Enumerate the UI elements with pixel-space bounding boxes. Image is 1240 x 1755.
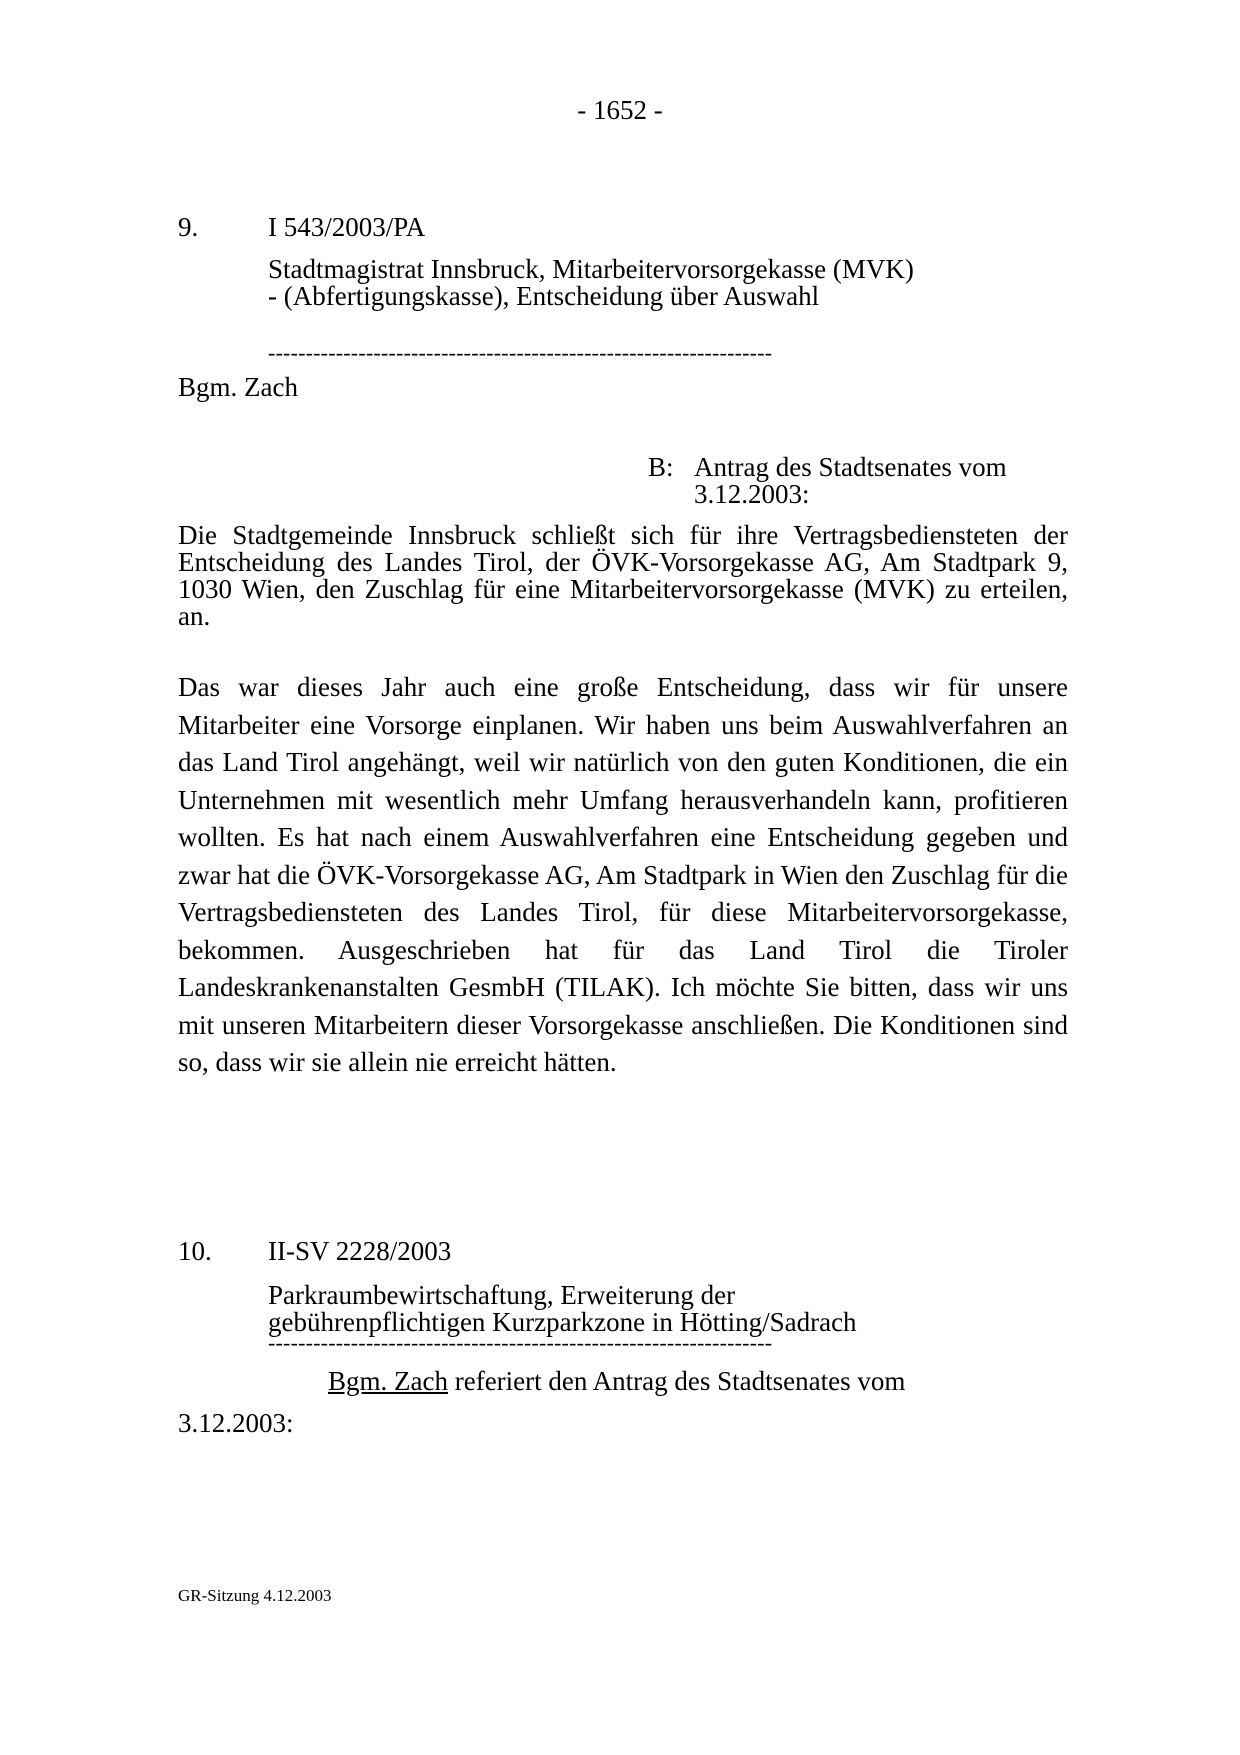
speech-paragraph: Das war dieses Jahr auch eine große Entscheidung, dass wir für unsere Mitarbeiter eine Vorsorge einplanen. Wir haben uns beim Auswahlverfahren an das Land Tirol angehängt, weil wir natürlich von den guten Konditionen, die ein Unternehmen mit wesentlich mehr Umfang herausverhandeln kann, profitieren wollten. Es hat nach einem Auswahlverfahren eine Entscheidung gegeben und zwar hat die ÖVK-Vorsorgekasse AG, Am Stadtpark in Wien den Zuschlag für die Vertragsbediensteten des Landes Tirol, für diese Mitarbeitervorsorgekasse, bekommen. Ausgeschrieben hat für das Land Tirol die Tiroler Landeskrankenanstalten GesmbH (TILAK). Ich möchte Sie bitten, dass wir uns mit unseren Mitarbeitern dieser Vorsorgekasse anschließen. Die Konditionen sind so, dass wir sie allein nie erreicht hätten. (178, 672, 1068, 1077)
page-footer: GR-Sitzung 4.12.2003 (178, 1586, 332, 1605)
item-number: 9. (178, 212, 199, 242)
referral-line (328, 1366, 905, 1397)
item-code: I 543/2003/PA (268, 212, 426, 242)
item-subject: Parkraumbewirtschaftung, Erweiterung der gebührenpflichtigen Kurzparkzone in Hötting/Sadrach (268, 1280, 857, 1337)
separator-line: ------------------------------------------------------------------- (268, 340, 773, 365)
resolution-text: Die Stadtgemeinde Innsbruck schließt sich für ihre Vertragsbediensteten der Entscheidung des Landes Tirol, der ÖVK-Vorsorgekasse AG, Am Stadtpark 9, 1030 Wien, den Zuschlag für eine Mitarbeitervorsorgekasse (MVK) zu erteilen, an. (178, 520, 1068, 631)
proposal-label: B: (648, 452, 674, 482)
proposal-date: 3.12.2003: (178, 1408, 294, 1438)
item-number: 10. (178, 1236, 212, 1266)
separator-line: ------------------------------------------------------------------- (268, 1330, 773, 1355)
item-subject: Stadtmagistrat Innsbruck, Mitarbeitervorsorgekasse (MVK) - (Abfertigungskasse), Entscheidung über Auswahl (268, 254, 914, 311)
speaker-name: Bgm. Zach (328, 1366, 448, 1396)
speaker-name: Bgm. Zach (178, 372, 298, 402)
item-code: II-SV 2228/2003 (268, 1236, 452, 1266)
page-number: - 1652 - (577, 95, 663, 125)
referral-text: referiert den Antrag des Stadtsenates vom (447, 1366, 906, 1396)
proposal-heading: Antrag des Stadtsenates vom 3.12.2003: (694, 452, 1007, 509)
